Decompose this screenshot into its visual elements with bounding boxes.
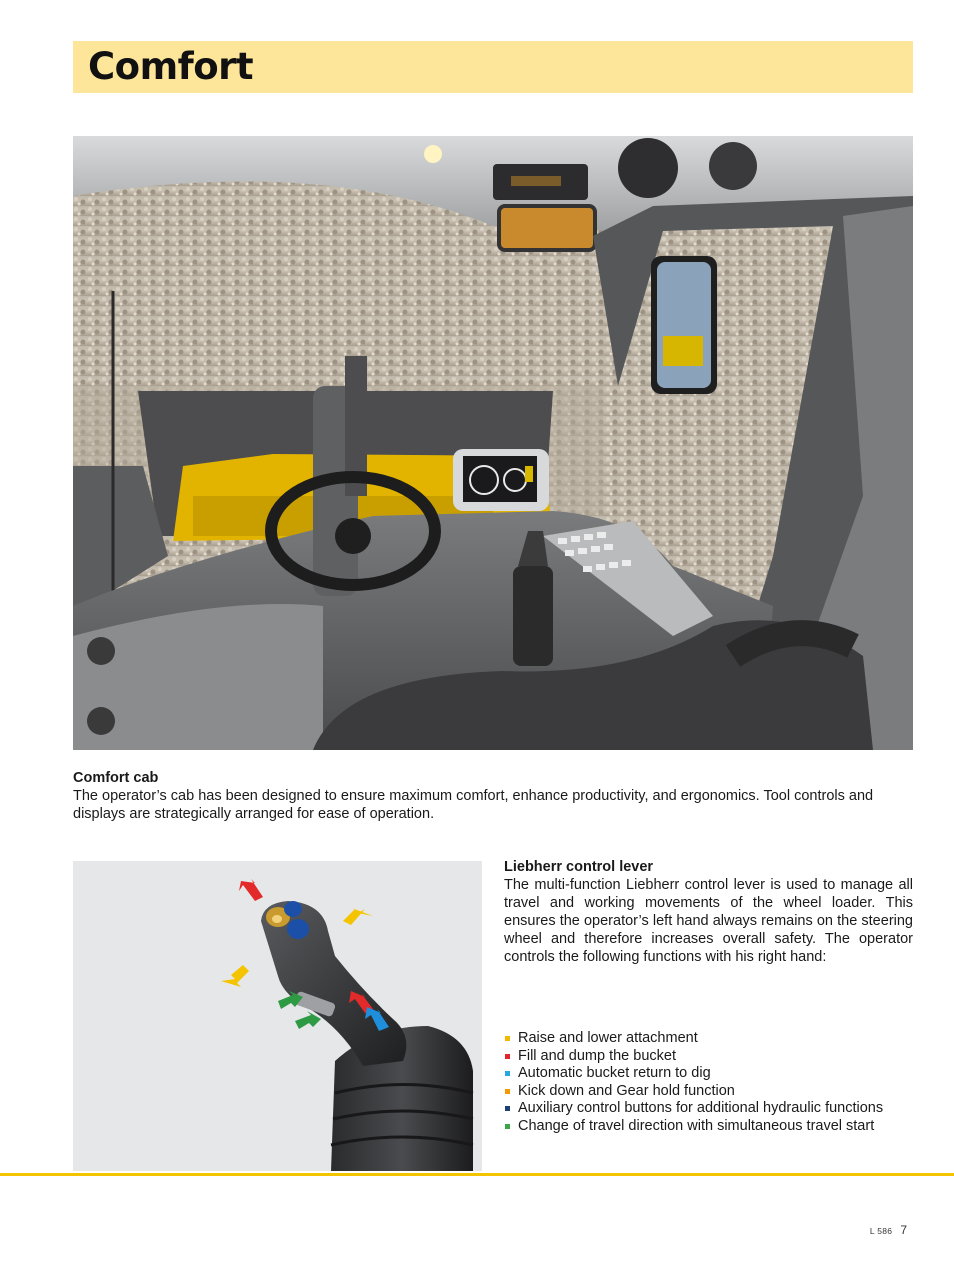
list-item [504,1030,924,1048]
title-band [73,41,913,93]
list-item-label: Change of travel direction with simultaneous travel start [518,1117,875,1134]
list-item [504,1100,924,1118]
model-label: L 586 [869,1226,893,1236]
comfort-cab-section [73,769,913,823]
list-item-label: Auxiliary control buttons for additional hydraulic functions [518,1100,884,1117]
control-lever-body: The multi-function Liebherr control lever is used to manage all travel and working movements of the wheel loader. This ensures the operator’s left hand always remains on the steering wheel and therefore increases overall safety. The operator controls the following functions with his right hand: [504,877,913,965]
lever-functions-list [504,1030,924,1136]
footer-rule [0,1173,954,1176]
control-lever-heading: Liebherr control lever [504,859,654,875]
list-item-label: Fill and dump the bucket [518,1047,676,1064]
control-lever-photo [73,861,482,1171]
list-item-label: Automatic bucket return to dig [518,1065,711,1082]
list-item-label: Kick down and Gear hold function [518,1082,735,1099]
list-item [504,1118,924,1136]
bullet-square [505,1106,510,1111]
control-lever-section [504,858,913,966]
list-item [504,1065,924,1083]
page-number: 7 [900,1223,907,1237]
comfort-cab-heading: Comfort cab [73,770,159,786]
bullet-square [505,1036,510,1041]
cab-interior-illustration [73,136,913,750]
list-item-label: Raise and lower attachment [518,1030,698,1046]
list-item [504,1048,924,1066]
page-footer [870,1223,907,1237]
bullet-square [505,1054,510,1059]
control-lever-illustration [73,861,482,1171]
comfort-cab-body: The operator’s cab has been designed to ensure maximum comfort, enhance productivity, and ergonomics. Tool controls and displays are strategically arranged for ease of operation. [73,788,874,822]
bullet-square [505,1089,510,1094]
page-title: Comfort [88,45,254,88]
list-item [504,1083,924,1101]
bullet-square [505,1071,510,1076]
bullet-square [505,1124,510,1129]
cab-interior-photo [73,136,913,750]
